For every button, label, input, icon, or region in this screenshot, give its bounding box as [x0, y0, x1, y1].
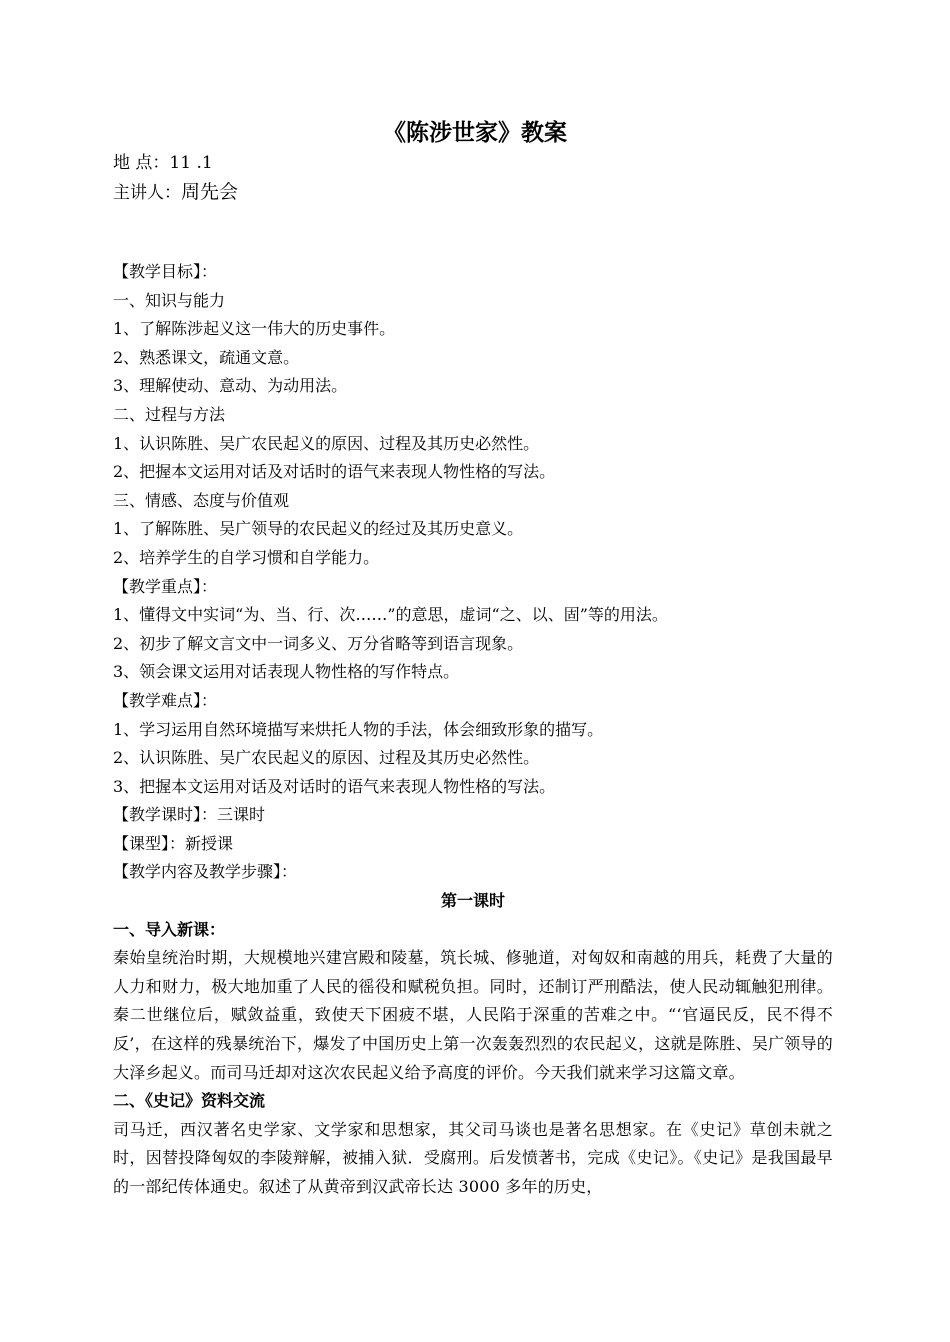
speaker-label: 主讲人： [113, 183, 181, 203]
text-line: 1、懂得文中实词“为、当、行、次……”的意思，虚词“之、以、固”等的用法。 [113, 605, 668, 625]
text-line: 2、认识陈胜、吴广农民起义的原因、过程及其历史必然性。 [113, 748, 540, 768]
text-line: 2、培养学生的自学习惯和自学能力。 [113, 547, 380, 567]
document-body [113, 258, 833, 1202]
text-line: 3、领会课文运用对话表现人物性格的写作特点。 [113, 662, 460, 682]
section-heading: 一、导入新课： [113, 919, 226, 939]
text-line: 二、过程与方法 [113, 404, 226, 424]
text-line: 1、了解陈胜、吴广领导的农民起义的经过及其历史意义。 [113, 519, 524, 539]
section-paragraph: 司马迁，西汉著名史学家、文学家和思想家，其父司马谈也是著名思想家。在《史记》草创未就之时，因替投降匈奴的李陵辩解，被捕入狱．受腐刑。后发愤著书，完成《史记》。《史记》是我国最早的一部纪传体通史。叙述了从黄帝到汉武帝长达 3000 多年的历史， [113, 1119, 833, 1196]
text-line: 一、知识与能力 [113, 290, 226, 310]
text-line: 2、把握本文运用对话及对话时的语气来表现人物性格的写法。 [113, 462, 556, 482]
document-title: 《陈涉世家》教案 [383, 119, 567, 146]
text-line: 【教学内容及教学步骤】： [113, 862, 298, 882]
text-line: 【教学难点】： [113, 690, 218, 710]
text-line: 【教学课时】：三课时 [113, 805, 266, 825]
section-paragraph: 秦始皇统治时期，大规模地兴建宫殿和陵墓，筑长城、修驰道，对匈奴和南越的用兵，耗费了大量的人力和财力，极大地加重了人民的徭役和赋税负担。同时，还制订严刑酷法，使人民动辄触犯刑律。秦二世继位后，赋敛益重，致使天下困疲不堪，人民陷于深重的苦难之中。“‘官逼民反，民不得不反’，在这样的残暴统治下，爆发了中国历史上第一次轰轰烈烈的农民起义，这就是陈胜、吴广领导的大泽乡起义。而司马迁却对这次农民起义给予高度的评价。今天我们就来学习这篇文章。 [113, 948, 833, 1082]
text-line: 3、理解使动、意动、为动用法。 [113, 376, 348, 396]
speaker-name: 周先会 [181, 181, 239, 203]
text-line: 三、情感、态度与价值观 [113, 490, 290, 510]
text-line: 【课型】：新授课 [113, 833, 234, 853]
location-line: 地 点：11 .1 [113, 153, 213, 173]
text-line: 【教学目标】： [113, 262, 218, 281]
lesson-heading: 第一课时 [440, 891, 505, 911]
text-line: 3、把握本文运用对话及对话时的语气来表现人物性格的写法。 [113, 776, 556, 796]
speaker-line [113, 178, 238, 208]
text-line: 1、了解陈涉起义这一伟大的历史事件。 [113, 319, 396, 339]
text-line: 2、熟悉课文，疏通文意。 [113, 347, 300, 367]
text-line: 【教学重点】： [113, 576, 218, 596]
document-meta [113, 149, 238, 208]
text-line: 1、学习运用自然环境描写来烘托人物的手法，体会细致形象的描写。 [113, 719, 604, 739]
section-heading: 二、《史记》资料交流 [113, 1091, 266, 1111]
text-line: 1、认识陈胜、吴广农民起义的原因、过程及其历史必然性。 [113, 433, 540, 453]
text-line: 2、初步了解文言文中一词多义、万分省略等到语言现象。 [113, 633, 524, 653]
